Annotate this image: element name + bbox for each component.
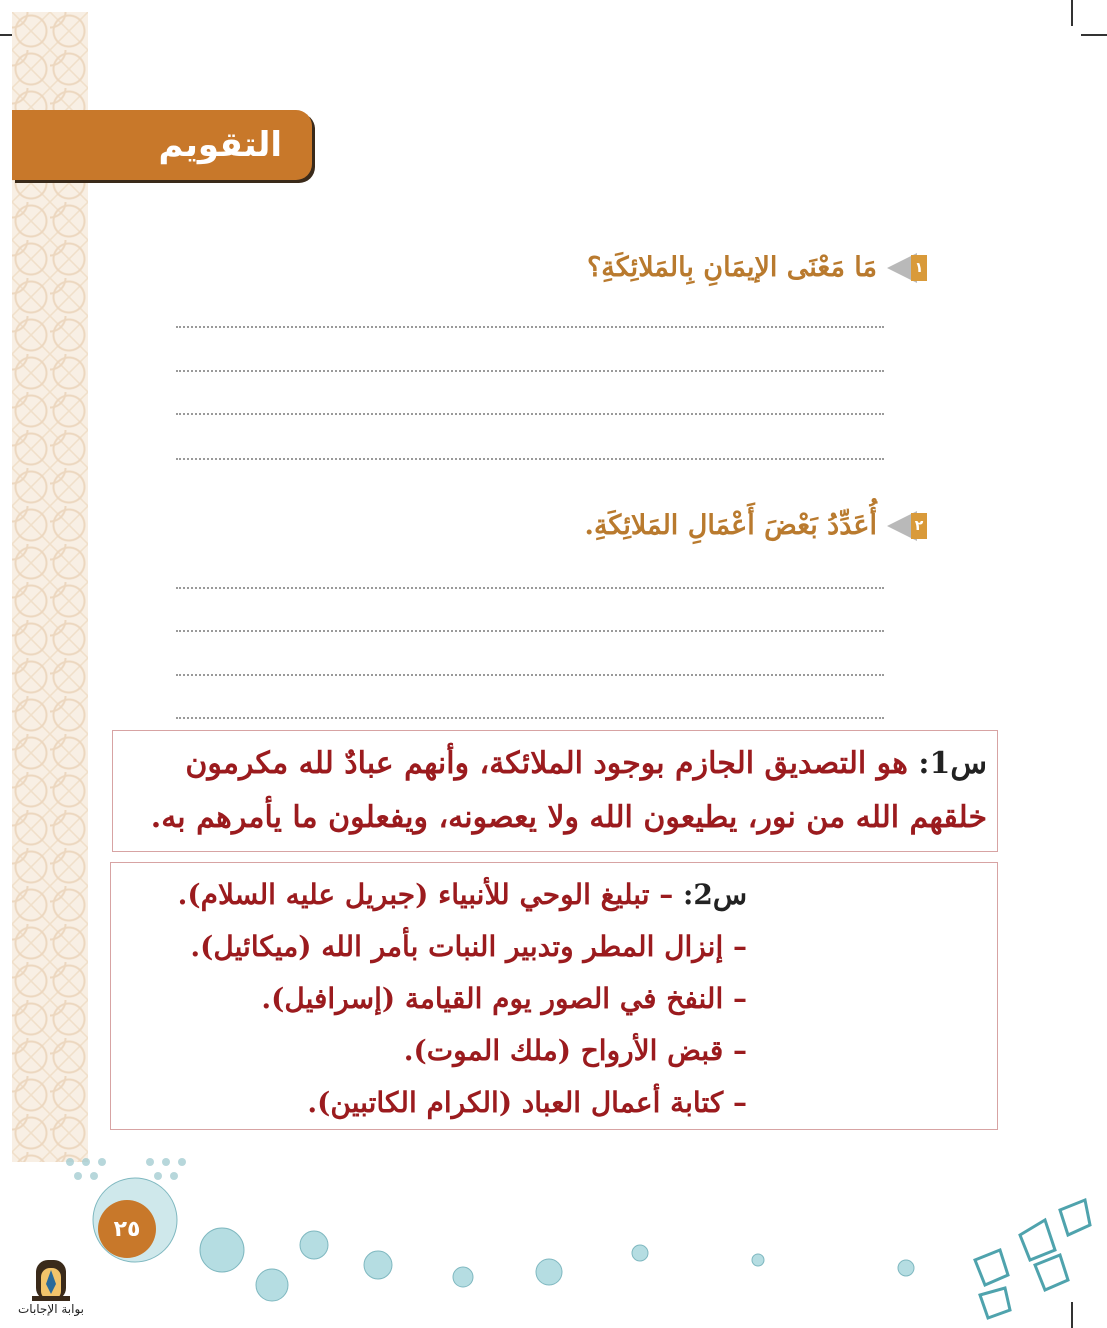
answer-label: س1:	[918, 746, 987, 781]
answer-item: – كتابة أعمال العباد (الكرام الكاتبين).	[307, 1086, 747, 1119]
answer-line	[176, 370, 884, 372]
site-logo	[6, 1250, 96, 1325]
answer-line	[176, 587, 884, 589]
answer-item: – إنزال المطر وتدبير النبات بأمر الله (ميكائيل).	[190, 930, 747, 963]
mosque-logo-icon	[6, 1250, 96, 1302]
answer-item: – تبليغ الوحي للأنبياء (جبريل عليه السلام).	[177, 878, 674, 911]
answer-box-1	[112, 730, 998, 852]
question-number: ٢	[911, 513, 927, 539]
answer-line	[176, 326, 884, 328]
page-number-badge	[98, 1200, 156, 1258]
answer-line-1	[123, 737, 987, 791]
question-text: أُعَدِّدُ بَعْضَ أَعْمَالِ المَلائِكَةِ.	[584, 510, 877, 541]
question-2	[585, 510, 927, 541]
answer-box-2	[110, 862, 998, 1130]
page-title: التقويم	[158, 125, 282, 165]
answer-item: – النفخ في الصور يوم القيامة (إسرافيل).	[261, 982, 747, 1015]
crop-mark	[1071, 0, 1073, 26]
answer-line	[176, 458, 884, 460]
decorative-bottom-ornaments	[0, 1140, 1107, 1328]
section-title-tab	[12, 110, 312, 180]
question-arrow-icon	[887, 511, 927, 541]
answer-line	[176, 630, 884, 632]
logo-text: بوابة الإجابات	[17, 1302, 84, 1316]
question-1	[587, 252, 927, 283]
question-arrow-icon	[887, 253, 927, 283]
answer-line	[176, 674, 884, 676]
answer-text: خلقهم الله من نور، يطيعون الله ولا يعصونه، ويفعلون ما يأمرهم به.	[150, 800, 987, 835]
answer-item: – قبض الأرواح (ملك الموت).	[403, 1034, 747, 1067]
question-text: مَا مَعْنَى الإيمَانِ بِالمَلائِكَةِ؟	[586, 252, 877, 283]
question-number: ١	[911, 255, 927, 281]
answer-line	[176, 413, 884, 415]
answer-line	[176, 717, 884, 719]
decorative-side-pattern	[12, 12, 88, 1162]
answer-label: س2:	[682, 878, 747, 911]
crop-mark	[1081, 34, 1107, 36]
answer-text: هو التصديق الجازم بوجود الملائكة، وأنهم عبادٌ لله مكرمون	[185, 746, 908, 781]
page-number: ٢٥	[113, 1216, 141, 1242]
answer-line-1	[121, 869, 747, 921]
